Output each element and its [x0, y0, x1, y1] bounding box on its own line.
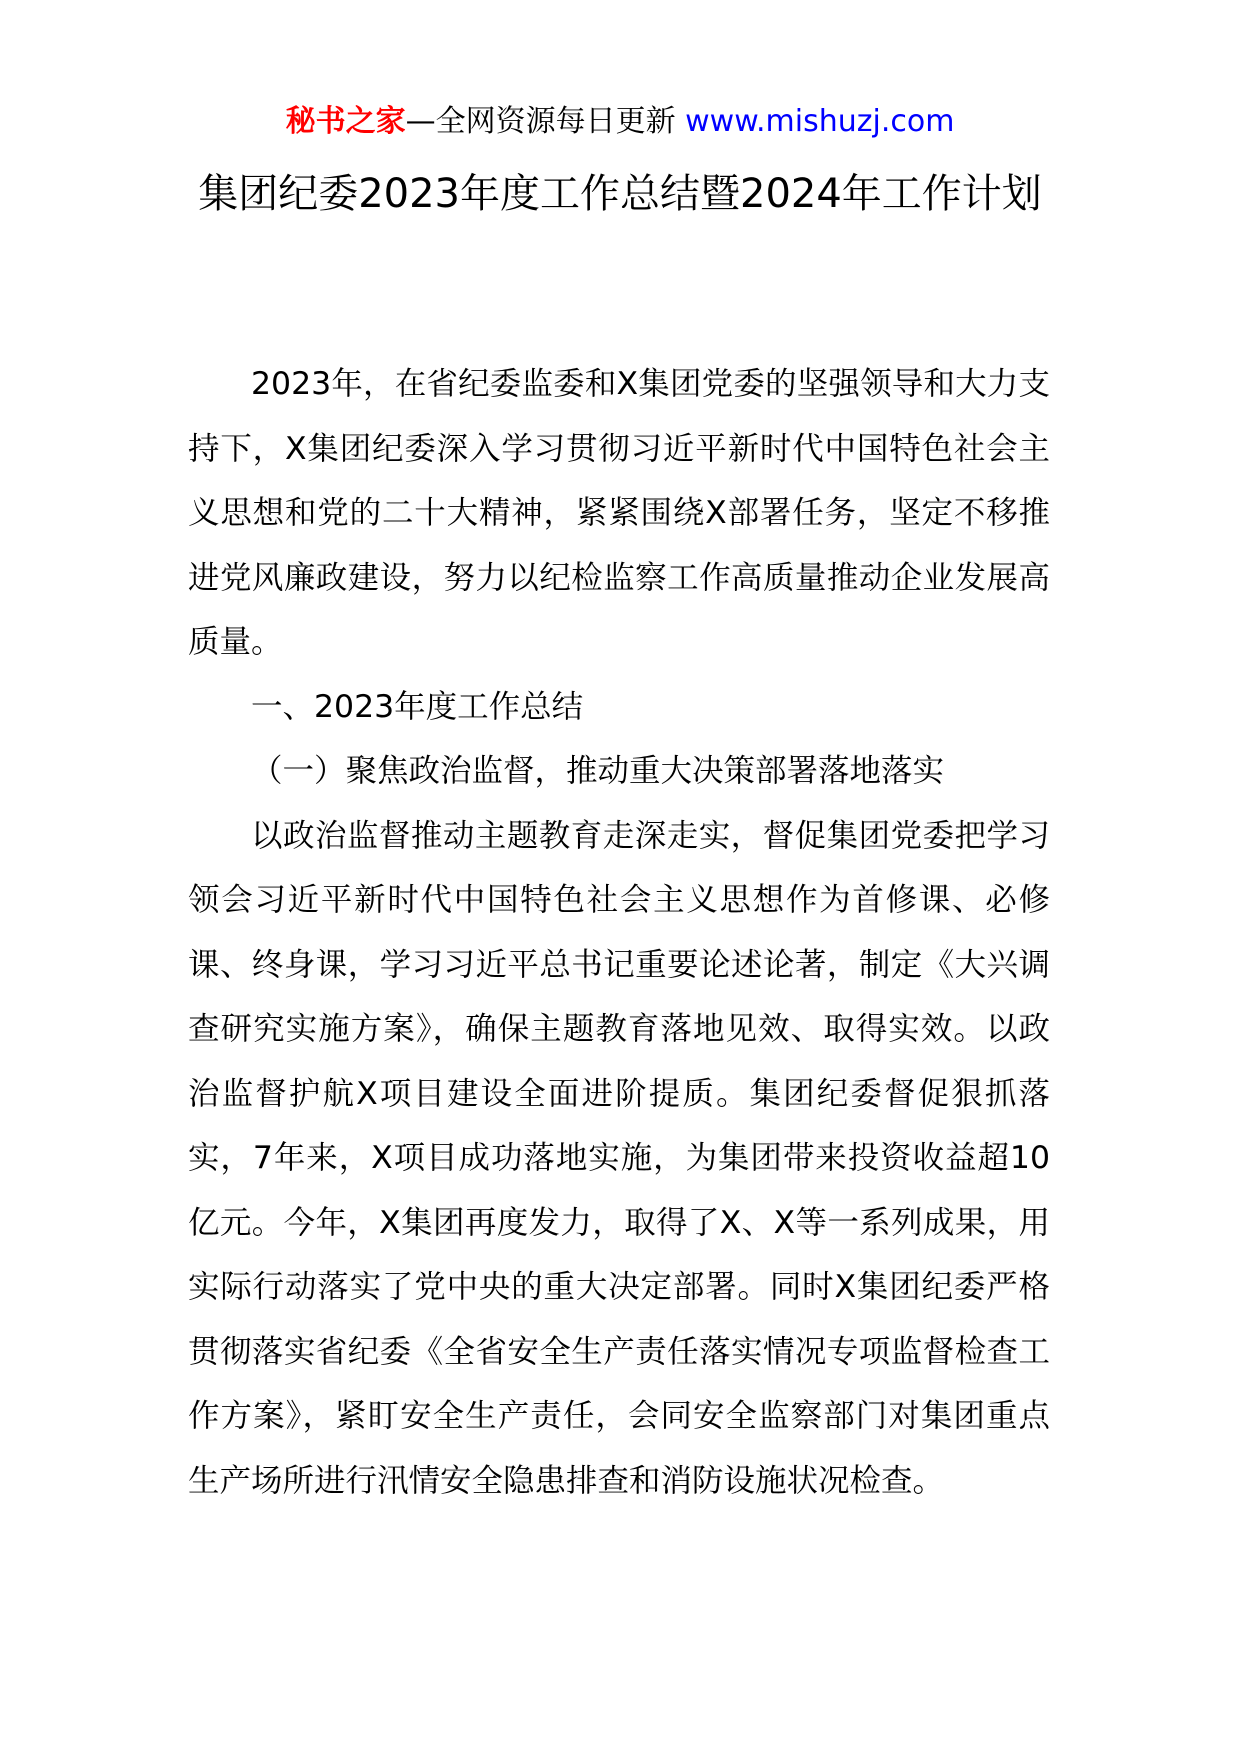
document-title: 集团纪委2023年度工作总结暨2024年工作计划 [198, 171, 1042, 217]
site-url-link[interactable]: www.mishuzj.com [685, 104, 955, 139]
body-paragraph: 以政治监督推动主题教育走深走实，督促集团党委把学习领会习近平新时代中国特色社会主义思想作为首修课、必修课、终身课，学习习近平总书记重要论述论著，制定《大兴调查研究实施方案》，确保主题教育落地见效、取得实效。以政治监督护航X项目建设全面进阶提质。集团纪委督促狠抓落实，7年来，X项目成功落地实施，为集团带来投资收益超10亿元。今年，X集团再度发力，取得了X、X等一系列成果，用实际行动落实了党中央的重大决定部署。同时X集团纪委严格贯彻落实省纪委《全省安全生产责任落实情况专项监督检查工作方案》，紧盯安全生产责任，会同安全监察部门对集团重点生产场所进行汛情安全隐患排查和消防设施状况检查。 [188, 817, 1050, 1499]
document-body [188, 352, 1050, 1513]
site-header [0, 102, 1240, 142]
subsection-heading: （一）聚焦政治监督，推动重大决策部署落地落实 [251, 753, 945, 789]
section-heading: 一、2023年度工作总结 [251, 688, 584, 725]
header-tagline: —全网资源每日更新 [405, 104, 686, 139]
brand-name: 秘书之家 [285, 104, 406, 139]
intro-paragraph: 2023年，在省纪委监委和X集团党委的坚强领导和大力支持下，X集团纪委深入学习贯彻习近平新时代中国特色社会主义思想和党的二十大精神，紧紧围绕X部署任务，坚定不移推进党风廉政建设，努力以纪检监察工作高质量推动企业发展高质量。 [188, 366, 1050, 660]
